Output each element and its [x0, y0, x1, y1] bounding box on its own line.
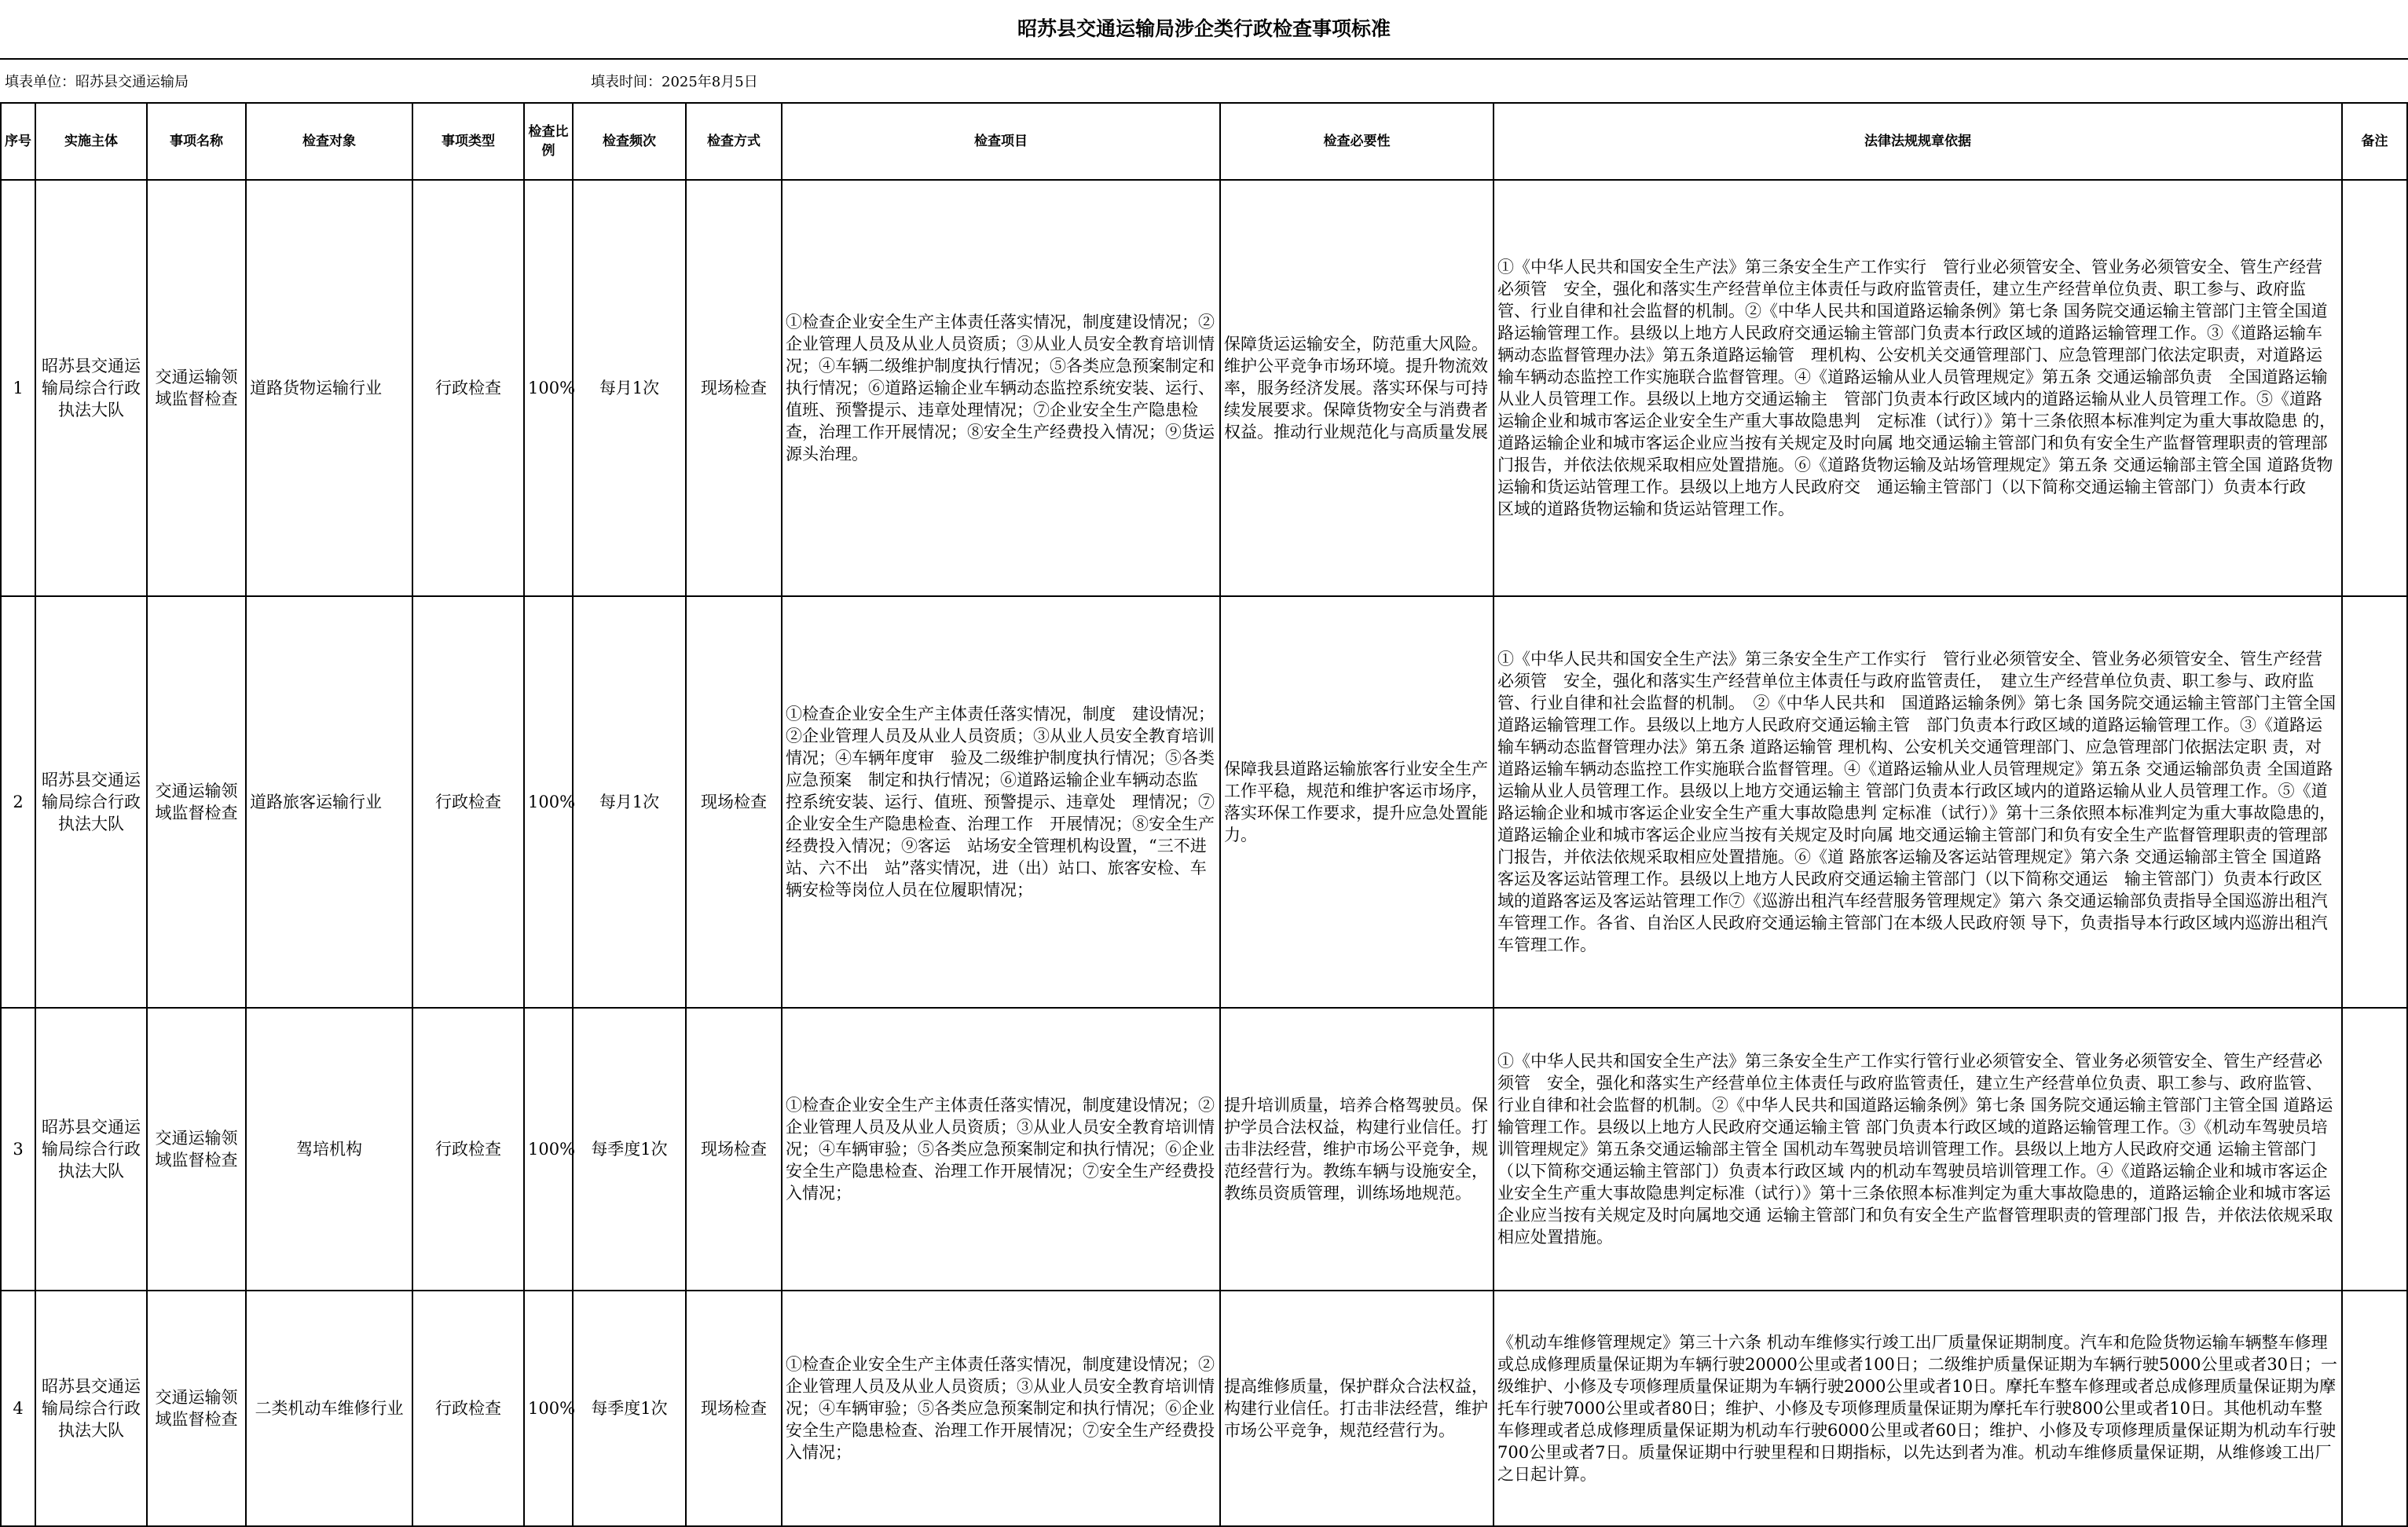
cell-ratio: 100% [524, 1008, 573, 1291]
table-row [1, 596, 2407, 1008]
cell-remark [2342, 1291, 2407, 1526]
cell-law: ①《中华人民共和国安全生产法》第三条安全生产工作实行 管行业必须管安全、管业务必须管安全、管生产经营必须管 安全，强化和落实生产经营单位主体责任与政府监管责任， 建立生产经营单位负责、职工参与、政府监管、行业自律和社会监督的机制。 ②《中华人民共和 国道路运输条例》第七条 国务院交通运输主管部门主管全国道路运输管理工作。县级以上地方人民政府交通运输主管 部门负责本行政区域的道路运输管理工作。③《道路运输车辆动态监督管理办法》第五条 道路运输管 理机构、公安机关交通管理部门、应急管理部门依据法定职 责，对道路运输车辆动态监控工作实施联合监督管理。④《道路运输从业人员管理规定》第五条 交通运输部负责 全国道路运输从业人员管理工作。县级以上地方交通运输主 管部门负责本行政区域内的道路运输从业人员管理工作。⑤《道路运输企业和城市客运企业安全生产重大事故隐患判 定标准（试行）》第十三条依照本标准判定为重大事故隐患的，道路运输企业和城市客运企业应当按有关规定及时向属 地交通运输主管部门和负有安全生产监督管理职责的管理部 门报告，并依法依规采取相应处置措施。⑥《道 路旅客运输及客运站管理规定》第六条 交通运输部主管全 国道路客运及客运站管理工作。县级以上地方人民政府交通运输主管部门（以下简称交通运 输主管部门）负责本行政区域的道路客运及客运站管理工作⑦《巡游出租汽车经营服务管理规定》第六 条交通运输部负责指导全国巡游出租汽车管理工作。各省、自治区人民政府交通运输主管部门在本级人民政府领 导下，负责指导本行政区域内巡游出租汽车管理工作。 [1494, 596, 2342, 1008]
cell-type: 行政检查 [412, 596, 524, 1008]
cell-subject: 昭苏县交通运输局综合行政执法大队 [35, 1008, 147, 1291]
header-freq: 检查频次 [573, 103, 686, 180]
cell-item: 交通运输领域监督检查 [147, 1008, 246, 1291]
header-ratio: 检查比例 [524, 103, 573, 180]
cell-item: 交通运输领域监督检查 [147, 180, 246, 596]
cell-type: 行政检查 [412, 1008, 524, 1291]
cell-ratio: 100% [524, 1291, 573, 1526]
fill-time: 填表时间：2025年8月5日 [591, 74, 758, 90]
cell-type: 行政检查 [412, 1291, 524, 1526]
cell-freq: 每月1次 [573, 596, 686, 1008]
cell-subject: 昭苏县交通运输局综合行政执法大队 [35, 1291, 147, 1526]
header-subject: 实施主体 [35, 103, 147, 180]
cell-content: ①检查企业安全生产主体责任落实情况，制度建设情况；②企业管理人员及从业人员资质；③从业人员安全教育培训情况；④车辆审验；⑤各类应急预案制定和执行情况；⑥企业安全生产隐患检查、治理工作开展情况；⑦安全生产经费投入情况； [782, 1291, 1220, 1526]
cell-subject: 昭苏县交通运输局综合行政执法大队 [35, 596, 147, 1008]
cell-target: 道路货物运输行业 [246, 180, 412, 596]
fill-unit: 填表单位：昭苏县交通运输局 [5, 74, 189, 90]
cell-law: 《机动车维修管理规定》第三十六条 机动车维修实行竣工出厂质量保证期制度。汽车和危险货物运输车辆整车修理或总成修理质量保证期为车辆行驶20000公里或者100日；二级维护质量保证期为车辆行驶5000公里或者30日；一级维护、小修及专项修理质量保证期为车辆行驶2000公里或者10日。摩托车整车修理或者总成修理质量保证期为摩托车行驶7000公里或者80日；维护、小修及专项修理质量保证期为摩托车行驶800公里或者10日。其他机动车整车修理或者总成修理质量保证期为机动车行驶6000公里或者60日；维护、小修及专项修理质量保证期为机动车行驶700公里或者7日。质量保证期中行驶里程和日期指标，以先达到者为准。机动车维修质量保证期，从维修竣工出厂之日起计算。 [1494, 1291, 2342, 1526]
cell-method: 现场检查 [686, 1291, 782, 1526]
header-necessity: 检查必要性 [1220, 103, 1494, 180]
table-row [1, 180, 2407, 596]
cell-target: 道路旅客运输行业 [246, 596, 412, 1008]
cell-remark [2342, 596, 2407, 1008]
title-divider [0, 58, 2408, 60]
header-seq: 序号 [1, 103, 35, 180]
cell-seq: 1 [1, 180, 35, 596]
header-method: 检查方式 [686, 103, 782, 180]
cell-seq: 4 [1, 1291, 35, 1526]
table-row [1, 1008, 2407, 1291]
cell-necessity: 提升培训质量，培养合格驾驶员。保护学员合法权益，构建行业信任。打击非法经营，维护市场公平竞争，规范经营行为。教练车辆与设施安全，教练员资质管理，训练场地规范。 [1220, 1008, 1494, 1291]
inspection-standards-table [0, 102, 2408, 1527]
cell-target: 二类机动车维修行业 [246, 1291, 412, 1526]
cell-remark [2342, 1008, 2407, 1291]
cell-ratio: 100% [524, 180, 573, 596]
cell-seq: 2 [1, 596, 35, 1008]
table-header-row [1, 103, 2407, 180]
cell-type: 行政检查 [412, 180, 524, 596]
header-type: 事项类型 [412, 103, 524, 180]
cell-necessity: 提高维修质量，保护群众合法权益，构建行业信任。打击非法经营，维护市场公平竞争，规范经营行为。 [1220, 1291, 1494, 1526]
header-law: 法律法规规章依据 [1494, 103, 2342, 180]
cell-law: ①《中华人民共和国安全生产法》第三条安全生产工作实行管行业必须管安全、管业务必须管安全、管生产经营必须管 安全，强化和落实生产经营单位主体责任与政府监管责任，建立生产经营单位负责、职工参与、政府监管、行业自律和社会监督的机制。②《中华人民共和国道路运输条例》第七条 国务院交通运输主管部门主管全国 道路运输管理工作。县级以上地方人民政府交通运输主管 部门负责本行政区域的道路运输管理工作。③《机动车驾驶员培训管理规定》第五条交通运输部主管全 国机动车驾驶员培训管理工作。县级以上地方人民政府交通 运输主管部门（以下简称交通运输主管部门）负责本行政区域 内的机动车驾驶员培训管理工作。④《道路运输企业和城市客运企业安全生产重大事故隐患判定标准（试行）》第十三条依照本标准判定为重大事故隐患的，道路运输企业和城市客运企业应当按有关规定及时向属地交通 运输主管部门和负有安全生产监督管理职责的管理部门报 告，并依法依规采取相应处置措施。 [1494, 1008, 2342, 1291]
cell-target: 驾培机构 [246, 1008, 412, 1291]
cell-remark [2342, 180, 2407, 596]
cell-subject: 昭苏县交通运输局综合行政执法大队 [35, 180, 147, 596]
cell-ratio: 100% [524, 596, 573, 1008]
header-item: 事项名称 [147, 103, 246, 180]
cell-seq: 3 [1, 1008, 35, 1291]
cell-content: ①检查企业安全生产主体责任落实情况，制度 建设情况；②企业管理人员及从业人员资质；③从业人员安全教育培训情况；④车辆年度审 验及二级维护制度执行情况；⑤各类应急预案 制定和执行情况；⑥道路运输企业车辆动态监 控系统安装、运行、值班、预警提示、违章处 理情况；⑦企业安全生产隐患检查、治理工作 开展情况；⑧安全生产经费投入情况；⑨客运 站场安全管理机构设置，“三不进站、六不出 站”落实情况，进（出）站口、旅客安检、车辆安检等岗位人员在位履职情况； [782, 596, 1220, 1008]
cell-freq: 每季度1次 [573, 1008, 686, 1291]
header-content: 检查项目 [782, 103, 1220, 180]
cell-freq: 每季度1次 [573, 1291, 686, 1526]
cell-necessity: 保障货运运输安全，防范重大风险。维护公平竞争市场环境。提升物流效率，服务经济发展。落实环保与可持续发展要求。保障货物安全与消费者权益。推动行业规范化与高质量发展 [1220, 180, 1494, 596]
cell-necessity: 保障我县道路运输旅客行业安全生产工作平稳，规范和维护客运市场序，落实环保工作要求，提升应急处置能力。 [1220, 596, 1494, 1008]
header-remark: 备注 [2342, 103, 2407, 180]
page-title: 昭苏县交通运输局涉企类行政检查事项标准 [1017, 17, 1391, 40]
cell-method: 现场检查 [686, 596, 782, 1008]
cell-item: 交通运输领域监督检查 [147, 1291, 246, 1526]
cell-content: ①检查企业安全生产主体责任落实情况，制度建设情况；②企业管理人员及从业人员资质；③从业人员安全教育培训情况；④车辆审验；⑤各类应急预案制定和执行情况；⑥企业安全生产隐患检查、治理工作开展情况；⑦安全生产经费投入情况； [782, 1008, 1220, 1291]
cell-method: 现场检查 [686, 180, 782, 596]
cell-freq: 每月1次 [573, 180, 686, 596]
cell-method: 现场检查 [686, 1008, 782, 1291]
header-target: 检查对象 [246, 103, 412, 180]
table-row [1, 1291, 2407, 1526]
cell-content: ①检查企业安全生产主体责任落实情况，制度建设情况；②企业管理人员及从业人员资质；③从业人员安全教育培训情况；④车辆二级维护制度执行情况；⑤各类应急预案制定和执行情况；⑥道路运输企业车辆动态监控系统安装、运行、值班、预警提示、违章处理情况；⑦企业安全生产隐患检查，治理工作开展情况；⑧安全生产经费投入情况；⑨货运源头治理。 [782, 180, 1220, 596]
cell-item: 交通运输领域监督检查 [147, 596, 246, 1008]
cell-law: ①《中华人民共和国安全生产法》第三条安全生产工作实行 管行业必须管安全、管业务必须管安全、管生产经营必须管 安全，强化和落实生产经营单位主体责任与政府监管责任，建立生产经营单位负责、职工参与、政府监管、行业自律和社会监督的机制。②《中华人民共和国道路运输条例》第七条 国务院交通运输主管部门主管全国道路运输管理工作。县级以上地方人民政府交通运输主管部门负责本行政区域的道路运输管理工作。③《道路运输车辆动态监督管理办法》第五条道路运输管 理机构、公安机关交通管理部门、应急管理部门依法定职责，对道路运输车辆动态监控工作实施联合监督管理。④《道路运输从业人员管理规定》第五条 交通运输部负责 全国道路运输从业人员管理工作。县级以上地方交通运输主 管部门负责本行政区域内的道路运输从业人员管理工作。⑤《道路运输企业和城市客运企业安全生产重大事故隐患判 定标准（试行）》第十三条依照本标准判定为重大事故隐患 的，道路运输企业和城市客运企业应当按有关规定及时向属 地交通运输主管部门和负有安全生产监督管理职责的管理部 门报告，并依法依规采取相应处置措施。⑥《道路货物运输及站场管理规定》第五条 交通运输部主管全国 道路货物运输和货运站管理工作。县级以上地方人民政府交 通运输主管部门（以下简称交通运输主管部门）负责本行政 区域的道路货物运输和货运站管理工作。 [1494, 180, 2342, 596]
